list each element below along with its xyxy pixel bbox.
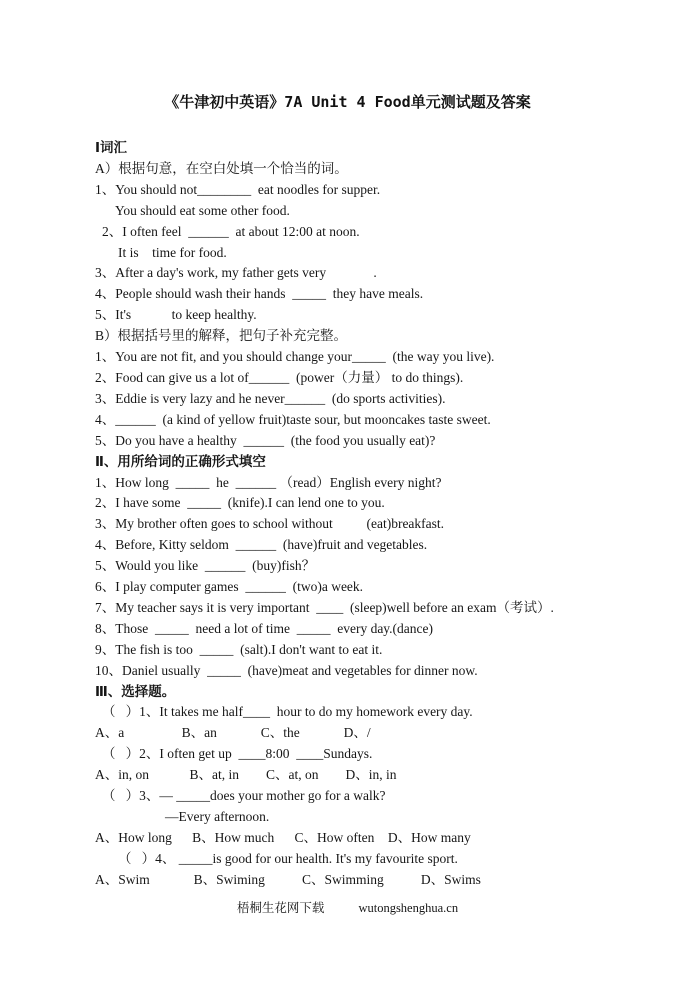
question-line: 6、I play computer games ______ (two)a week.: [95, 579, 364, 595]
choice-options-line: A、a B、an C、the D、/: [95, 725, 371, 741]
question-line: 5、Do you have a healthy ______ (the food you usually eat)?: [95, 432, 436, 448]
question-line: 9、The fish is too _____ (salt).I don't want to eat it.: [95, 641, 383, 657]
question-line: 3、Eddie is very lazy and he never______ (do sports activities).: [95, 390, 446, 406]
section-heading-multiple-choice: Ⅲ、选择题。: [95, 683, 176, 699]
question-line: 2、I often feel ______ at about 12:00 at noon.: [102, 223, 360, 239]
section-heading-vocabulary: Ⅰ词汇: [95, 140, 128, 155]
question-line: 1、You should not________ eat noodles for supper.: [95, 181, 381, 197]
choice-options-line: A、Swim B、Swiming C、Swimming D、Swims: [95, 871, 481, 887]
document-title: 《牛津初中英语》7A Unit 4 Food单元测试题及答案: [164, 93, 531, 111]
question-line: 4、Before, Kitty seldom ______ (have)fruit and vegetables.: [95, 537, 428, 553]
question-line: 8、Those _____ need a lot of time _____ every day.(dance): [95, 620, 434, 636]
question-line: 3、After a day's work, my father gets very .: [95, 265, 377, 281]
question-line: 2、Food can give us a lot of______ (power（力量） to do things).: [95, 369, 464, 385]
question-line: 1、You are not fit, and you should change your_____ (the way you live).: [95, 349, 495, 365]
question-line: （ ）3、— _____does your mother go for a walk?: [102, 788, 386, 804]
question-line: 5、Would you like ______ (buy)fish？: [95, 558, 316, 574]
question-continuation-line: —Every afternoon.: [165, 809, 270, 824]
question-line: 5、It's to keep healthy.: [95, 307, 257, 323]
question-line: （ ）1、It takes me half____ hour to do my homework every day.: [102, 704, 473, 720]
question-line: 2、I have some _____ (knife).I can lend one to you.: [95, 495, 385, 511]
footer: [0, 898, 695, 918]
question-line: 3、My brother often goes to school without (eat)breakfast.: [95, 516, 445, 532]
question-line: 4、People should wash their hands _____ they have meals.: [95, 286, 424, 302]
question-line: 1、How long _____ he ______ （read）English every night?: [95, 474, 442, 490]
document-body: [95, 138, 645, 891]
choice-options-line: A、in, on B、at, in C、at, on D、in, in: [95, 767, 397, 783]
question-line: （ ）4、 _____is good for our health. It's my favourite sport.: [118, 850, 458, 866]
question-line: 10、Daniel usually _____ (have)meat and vegetables for dinner now.: [95, 662, 478, 678]
question-line: 7、My teacher says it is very important ____ (sleep)well before an exam（考试）.: [95, 599, 554, 615]
footer-site-url: wutongshenghua.cn: [358, 901, 459, 915]
choice-options-line: A、How long B、How much C、How often D、How many: [95, 829, 471, 845]
footer-site-name: 梧桐生花网下载: [236, 901, 325, 915]
question-line: （ ）2、I often get up ____8:00 ____Sundays.: [102, 746, 373, 762]
instruction-line: A）根据句意，在空白处填一个恰当的词。: [95, 160, 348, 176]
question-continuation-line: It is time for food.: [118, 244, 227, 260]
instruction-line: B）根据括号里的解释，把句子补充完整。: [95, 328, 348, 344]
question-line: 4、______ (a kind of yellow fruit)taste sour, but mooncakes taste sweet.: [95, 411, 491, 427]
section-heading-fill-blanks: Ⅱ、用所给词的正确形式填空: [95, 453, 266, 469]
question-continuation-line: You should eat some other food.: [115, 202, 290, 218]
